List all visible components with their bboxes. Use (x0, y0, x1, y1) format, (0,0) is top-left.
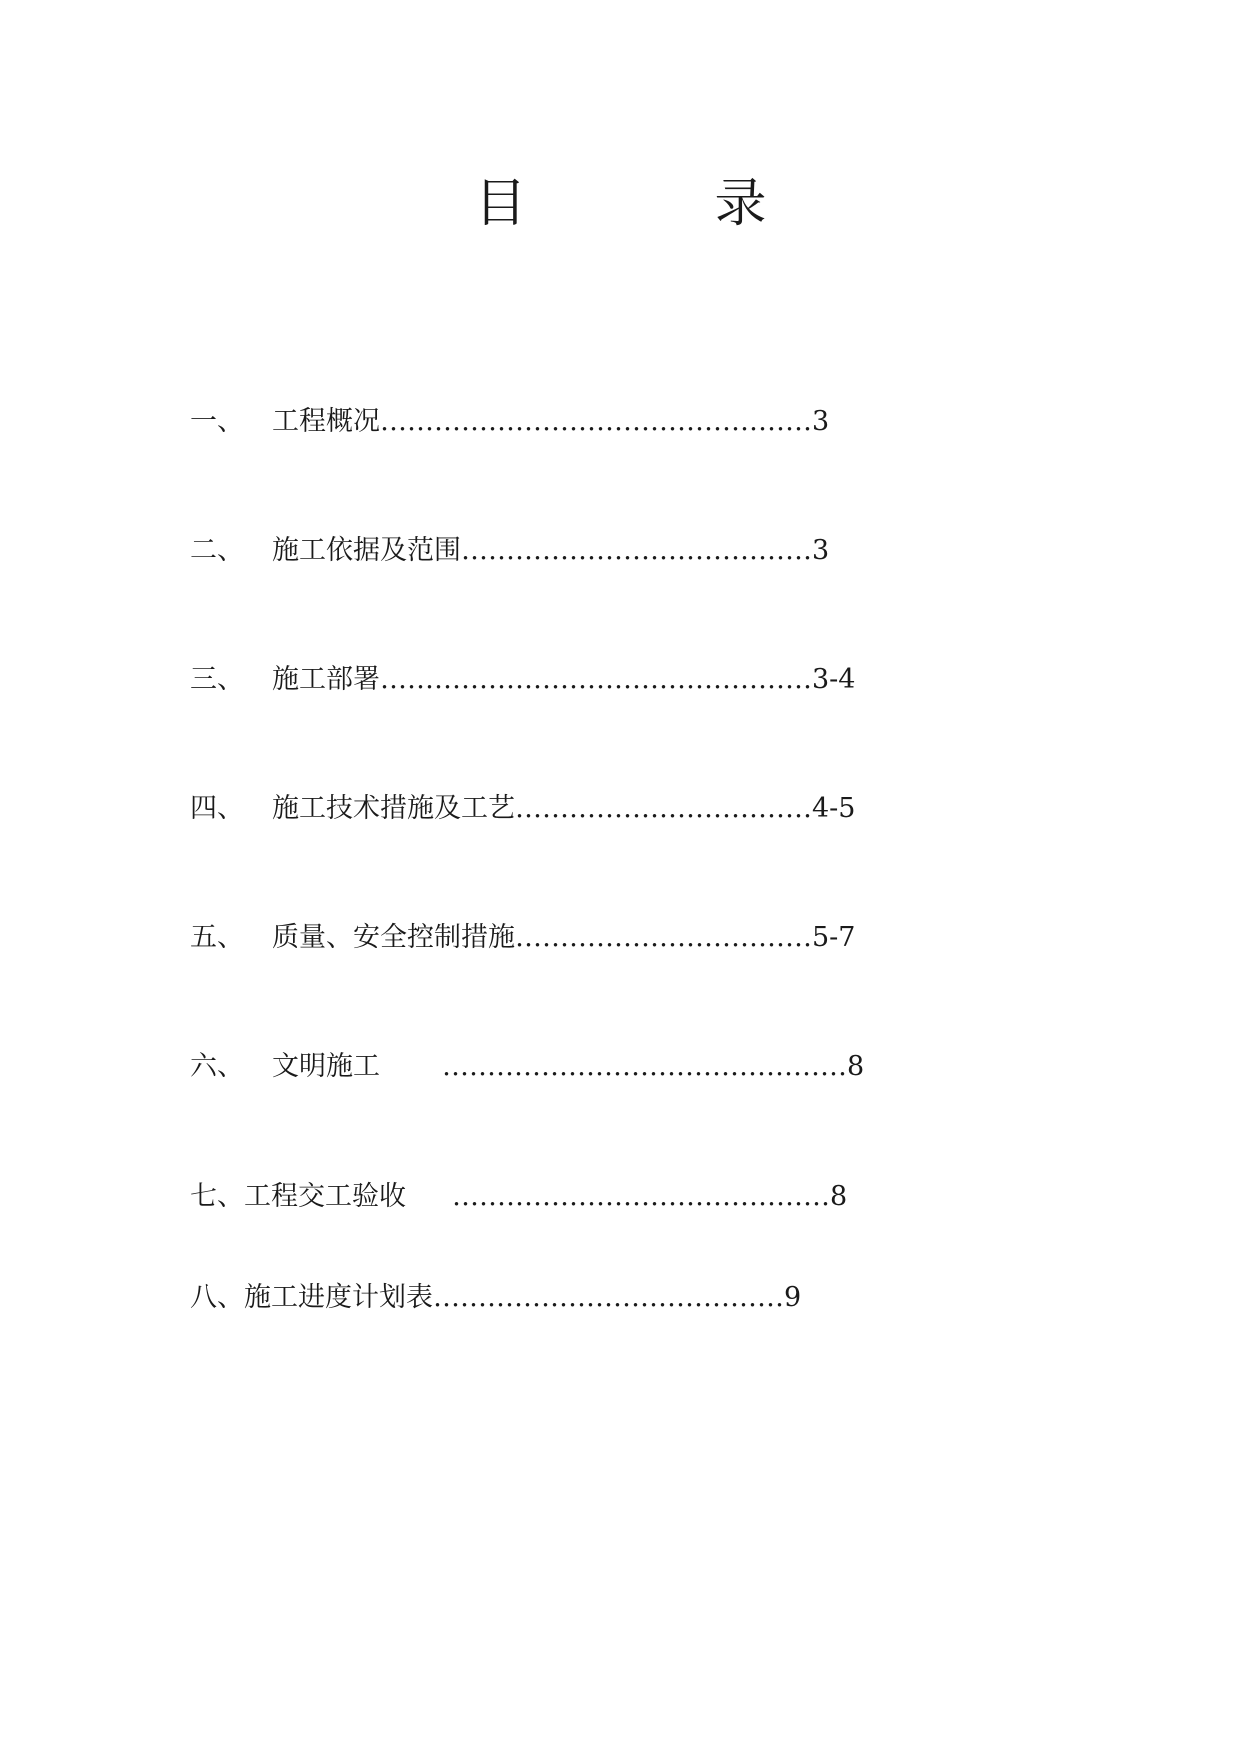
toc-page: 3 (812, 406, 830, 437)
toc-index: 三、 (190, 664, 244, 695)
toc-page: 5-7 (812, 922, 856, 953)
toc-entry-7 (190, 1183, 847, 1210)
toc-entry-6 (190, 1053, 864, 1080)
toc-leader: ………………………………………… (380, 406, 812, 437)
toc-leader: …………………………………… (452, 1181, 830, 1212)
toc-leader: ………………………………… (433, 1282, 784, 1313)
toc-label: 施工部署 (272, 664, 380, 695)
toc-page: 4-5 (812, 793, 856, 824)
toc-label: 工程概况 (272, 406, 380, 437)
toc-leader: ………………………………………… (380, 664, 812, 695)
toc-entry-5 (190, 924, 855, 951)
toc-page: 8 (847, 1051, 865, 1082)
toc-label: 施工进度计划表 (244, 1282, 433, 1313)
toc-leader: ………………………………… (461, 535, 812, 566)
toc-entry-3 (190, 666, 855, 693)
toc-entry-4 (190, 795, 855, 822)
toc-label: 文明施工 (272, 1051, 380, 1082)
toc-index: 四、 (190, 793, 244, 824)
toc-entry-1 (190, 408, 829, 435)
toc-page: 8 (830, 1181, 848, 1212)
toc-entry-2 (190, 537, 829, 564)
toc-label: 质量、安全控制措施 (272, 922, 515, 953)
toc-index: 五、 (190, 922, 244, 953)
toc-label: 工程交工验收 (244, 1181, 406, 1212)
toc-label: 施工依据及范围 (272, 535, 461, 566)
toc-index: 八、 (190, 1282, 244, 1313)
toc-index: 七、 (190, 1181, 244, 1212)
toc-page: 3 (812, 535, 830, 566)
toc-page: 9 (784, 1282, 802, 1313)
toc-index: 一、 (190, 406, 244, 437)
page-title: 目 录 (474, 174, 835, 234)
toc-leader: ……………………………………… (442, 1051, 847, 1082)
toc-index: 六、 (190, 1051, 244, 1082)
toc-leader: …………………………… (515, 793, 812, 824)
toc-page: 3-4 (812, 664, 856, 695)
toc-index: 二、 (190, 535, 244, 566)
toc-entry-8 (190, 1284, 801, 1311)
toc-label: 施工技术措施及工艺 (272, 793, 515, 824)
toc-leader: …………………………… (515, 922, 812, 953)
